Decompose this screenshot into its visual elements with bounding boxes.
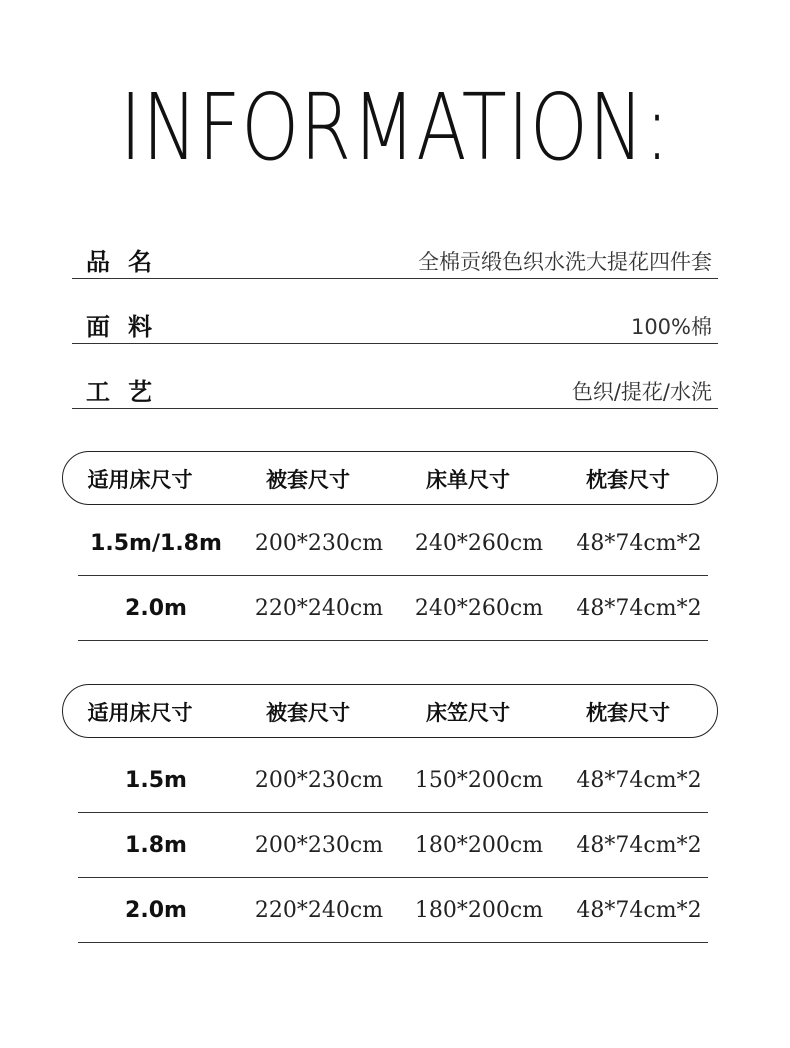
fitted-sheet-size-cell: 180*200cm [414, 898, 544, 923]
size-table-1 [62, 451, 718, 641]
info-value: 色织/提花/水洗 [571, 380, 712, 404]
fitted-sheet-size-cell: 180*200cm [414, 833, 544, 858]
size-table-2 [62, 684, 718, 943]
bed-size-cell: 1.5m/1.8m [90, 531, 222, 556]
table-row [78, 511, 708, 576]
header-cell: 被套尺寸 [266, 468, 350, 492]
pillow-size-cell: 48*74cm*2 [576, 531, 702, 556]
info-label: 品名 [86, 248, 170, 276]
table-row [78, 748, 708, 813]
page-title: INFORMATION: [119, 74, 671, 181]
header-cell: 床单尺寸 [426, 468, 510, 492]
fitted-sheet-size-cell: 150*200cm [414, 768, 544, 793]
duvet-size-cell: 200*230cm [254, 768, 384, 793]
duvet-size-cell: 200*230cm [254, 833, 384, 858]
product-info [72, 236, 718, 431]
header-cell: 枕套尺寸 [586, 701, 670, 725]
info-row-fabric [72, 301, 718, 344]
bed-size-cell: 1.8m [125, 833, 187, 858]
table-row [78, 576, 708, 641]
header-cell: 被套尺寸 [266, 701, 350, 725]
info-label: 面料 [86, 313, 170, 341]
pillow-size-cell: 48*74cm*2 [576, 833, 702, 858]
header-cell: 适用床尺寸 [87, 701, 193, 725]
info-label: 工艺 [86, 378, 170, 406]
header-cell: 床笠尺寸 [426, 701, 510, 725]
info-row-craft [72, 366, 718, 409]
pillow-size-cell: 48*74cm*2 [576, 898, 702, 923]
table-row [78, 878, 708, 943]
info-row-name [72, 236, 718, 279]
info-value: 100%棉 [630, 315, 712, 339]
header-cell: 适用床尺寸 [87, 468, 193, 492]
bed-size-cell: 2.0m [125, 596, 187, 621]
table-header [62, 451, 718, 505]
table-row [78, 813, 708, 878]
duvet-size-cell: 220*240cm [254, 898, 384, 923]
duvet-size-cell: 200*230cm [254, 531, 384, 556]
bed-size-cell: 1.5m [125, 768, 187, 793]
sheet-size-cell: 240*260cm [414, 531, 544, 556]
bed-size-cell: 2.0m [125, 898, 187, 923]
header-cell: 枕套尺寸 [586, 468, 670, 492]
pillow-size-cell: 48*74cm*2 [576, 596, 702, 621]
pillow-size-cell: 48*74cm*2 [576, 768, 702, 793]
info-value: 全棉贡缎色织水洗大提花四件套 [418, 250, 712, 274]
duvet-size-cell: 220*240cm [254, 596, 384, 621]
table-header [62, 684, 718, 738]
sheet-size-cell: 240*260cm [414, 596, 544, 621]
